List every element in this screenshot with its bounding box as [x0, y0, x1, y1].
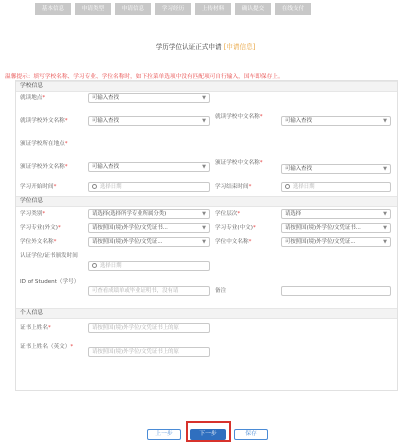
start-date-picker[interactable]: 选择日期	[88, 182, 210, 192]
application-form	[15, 80, 398, 391]
step-nav	[0, 3, 411, 16]
country-select[interactable]: 可输入查找 ▼	[88, 93, 210, 103]
label-school-cn: 就读学校中文名称*	[215, 114, 263, 120]
label-major-cn: 学习专业(中文)*	[215, 225, 256, 231]
label-school-foreign: 就读学校外文名称*	[20, 118, 68, 124]
label-cert-date: 认证学位/证书颁发时间	[20, 253, 78, 259]
cert-date-picker[interactable]: 选择日期	[88, 261, 210, 271]
label-major-foreign: 学习专业(外文)*	[20, 225, 61, 231]
award-school-cn-select[interactable]: 可输入查找 ▼	[281, 164, 391, 174]
remark-input[interactable]	[281, 286, 391, 296]
title-badge: [申请信息]	[223, 43, 256, 51]
prev-step-button[interactable]: 上一步	[147, 429, 181, 440]
label-degree-level: 学位层次*	[215, 211, 241, 217]
section-school-info: 学校信息	[16, 81, 397, 92]
major-cn-select[interactable]: 请按照国(境)外学位/文凭证书... ▼	[281, 223, 391, 233]
degree-foreign-select[interactable]: 请按照国(境)外学位/文凭证... ▼	[88, 237, 210, 247]
cert-name-input[interactable]: 请按照国(境)外学位/文凭证书上的原	[88, 323, 210, 333]
end-date-picker[interactable]: 选择日期	[281, 182, 391, 192]
label-end-date: 学习结束时间*	[215, 184, 252, 190]
label-award-school-cn: 颁证学校中文名称*	[215, 160, 263, 166]
step-study-history[interactable]: 学习经历	[155, 3, 191, 15]
step-upload[interactable]: 上传材料	[195, 3, 231, 15]
label-degree-cn: 学位中文名称*	[215, 239, 252, 245]
page-title	[0, 41, 411, 51]
student-id-input[interactable]: 可查看成绩单或毕业证明书，没有请	[88, 286, 210, 296]
school-cn-select[interactable]: 可输入查找 ▼	[281, 116, 391, 126]
step-confirm[interactable]: 确认提交	[235, 3, 271, 15]
save-button[interactable]: 保存	[234, 429, 268, 440]
notice-text: 温馨提示：填写学校名称、学习专业、学位名称时，如下拉菜单选项中没有匹配项可自行输入，国车即保存上。	[5, 74, 284, 80]
next-step-button[interactable]: 下一步	[190, 429, 226, 440]
section-personal-info: 个人信息	[16, 308, 397, 319]
degree-level-select[interactable]: 请选择 ▼	[281, 209, 391, 219]
label-start-date: 学习开始时间*	[20, 184, 57, 190]
label-degree-foreign: 学位外文名称*	[20, 239, 57, 245]
label-cert-name: 证书上姓名*	[20, 325, 51, 331]
section-degree-info: 学位信息	[16, 196, 397, 207]
title-text: 学历学位认证正式申请	[155, 43, 222, 51]
label-degree-type: 学习类别*	[20, 211, 46, 217]
label-award-location: 颁证学校所在地点*	[20, 141, 68, 147]
clock-icon	[92, 184, 97, 189]
step-basic-info[interactable]: 基本信息	[35, 3, 71, 15]
clock-icon	[92, 263, 97, 268]
label-award-school-foreign: 颁证学校外文名称*	[20, 164, 68, 170]
label-cert-name-en: 证书上姓名（英文）*	[20, 344, 74, 350]
step-apply-info[interactable]: 申请信息	[115, 3, 151, 15]
award-school-foreign-select[interactable]: 可输入查找 ▼	[88, 162, 210, 172]
major-foreign-select[interactable]: 请按照国(境)外学位/文凭证书... ▼	[88, 223, 210, 233]
label-student-id: ID of Student（学号）	[20, 279, 80, 285]
degree-cn-select[interactable]: 可按照国(境)外学位/文凭证... ▼	[281, 237, 391, 247]
step-payment[interactable]: 在线支付	[275, 3, 311, 15]
school-foreign-select[interactable]: 可输入查找 ▼	[88, 116, 210, 126]
step-apply-type[interactable]: 申请类型	[75, 3, 111, 15]
label-remark: 备注	[215, 288, 227, 294]
degree-type-select[interactable]: 请选择(选择所学专业所属分类) ▼	[88, 209, 210, 219]
cert-name-en-input[interactable]: 请按照国(境)外学位/文凭证书上的原	[88, 347, 210, 357]
label-country: 就读地点*	[20, 95, 46, 101]
clock-icon	[285, 184, 290, 189]
